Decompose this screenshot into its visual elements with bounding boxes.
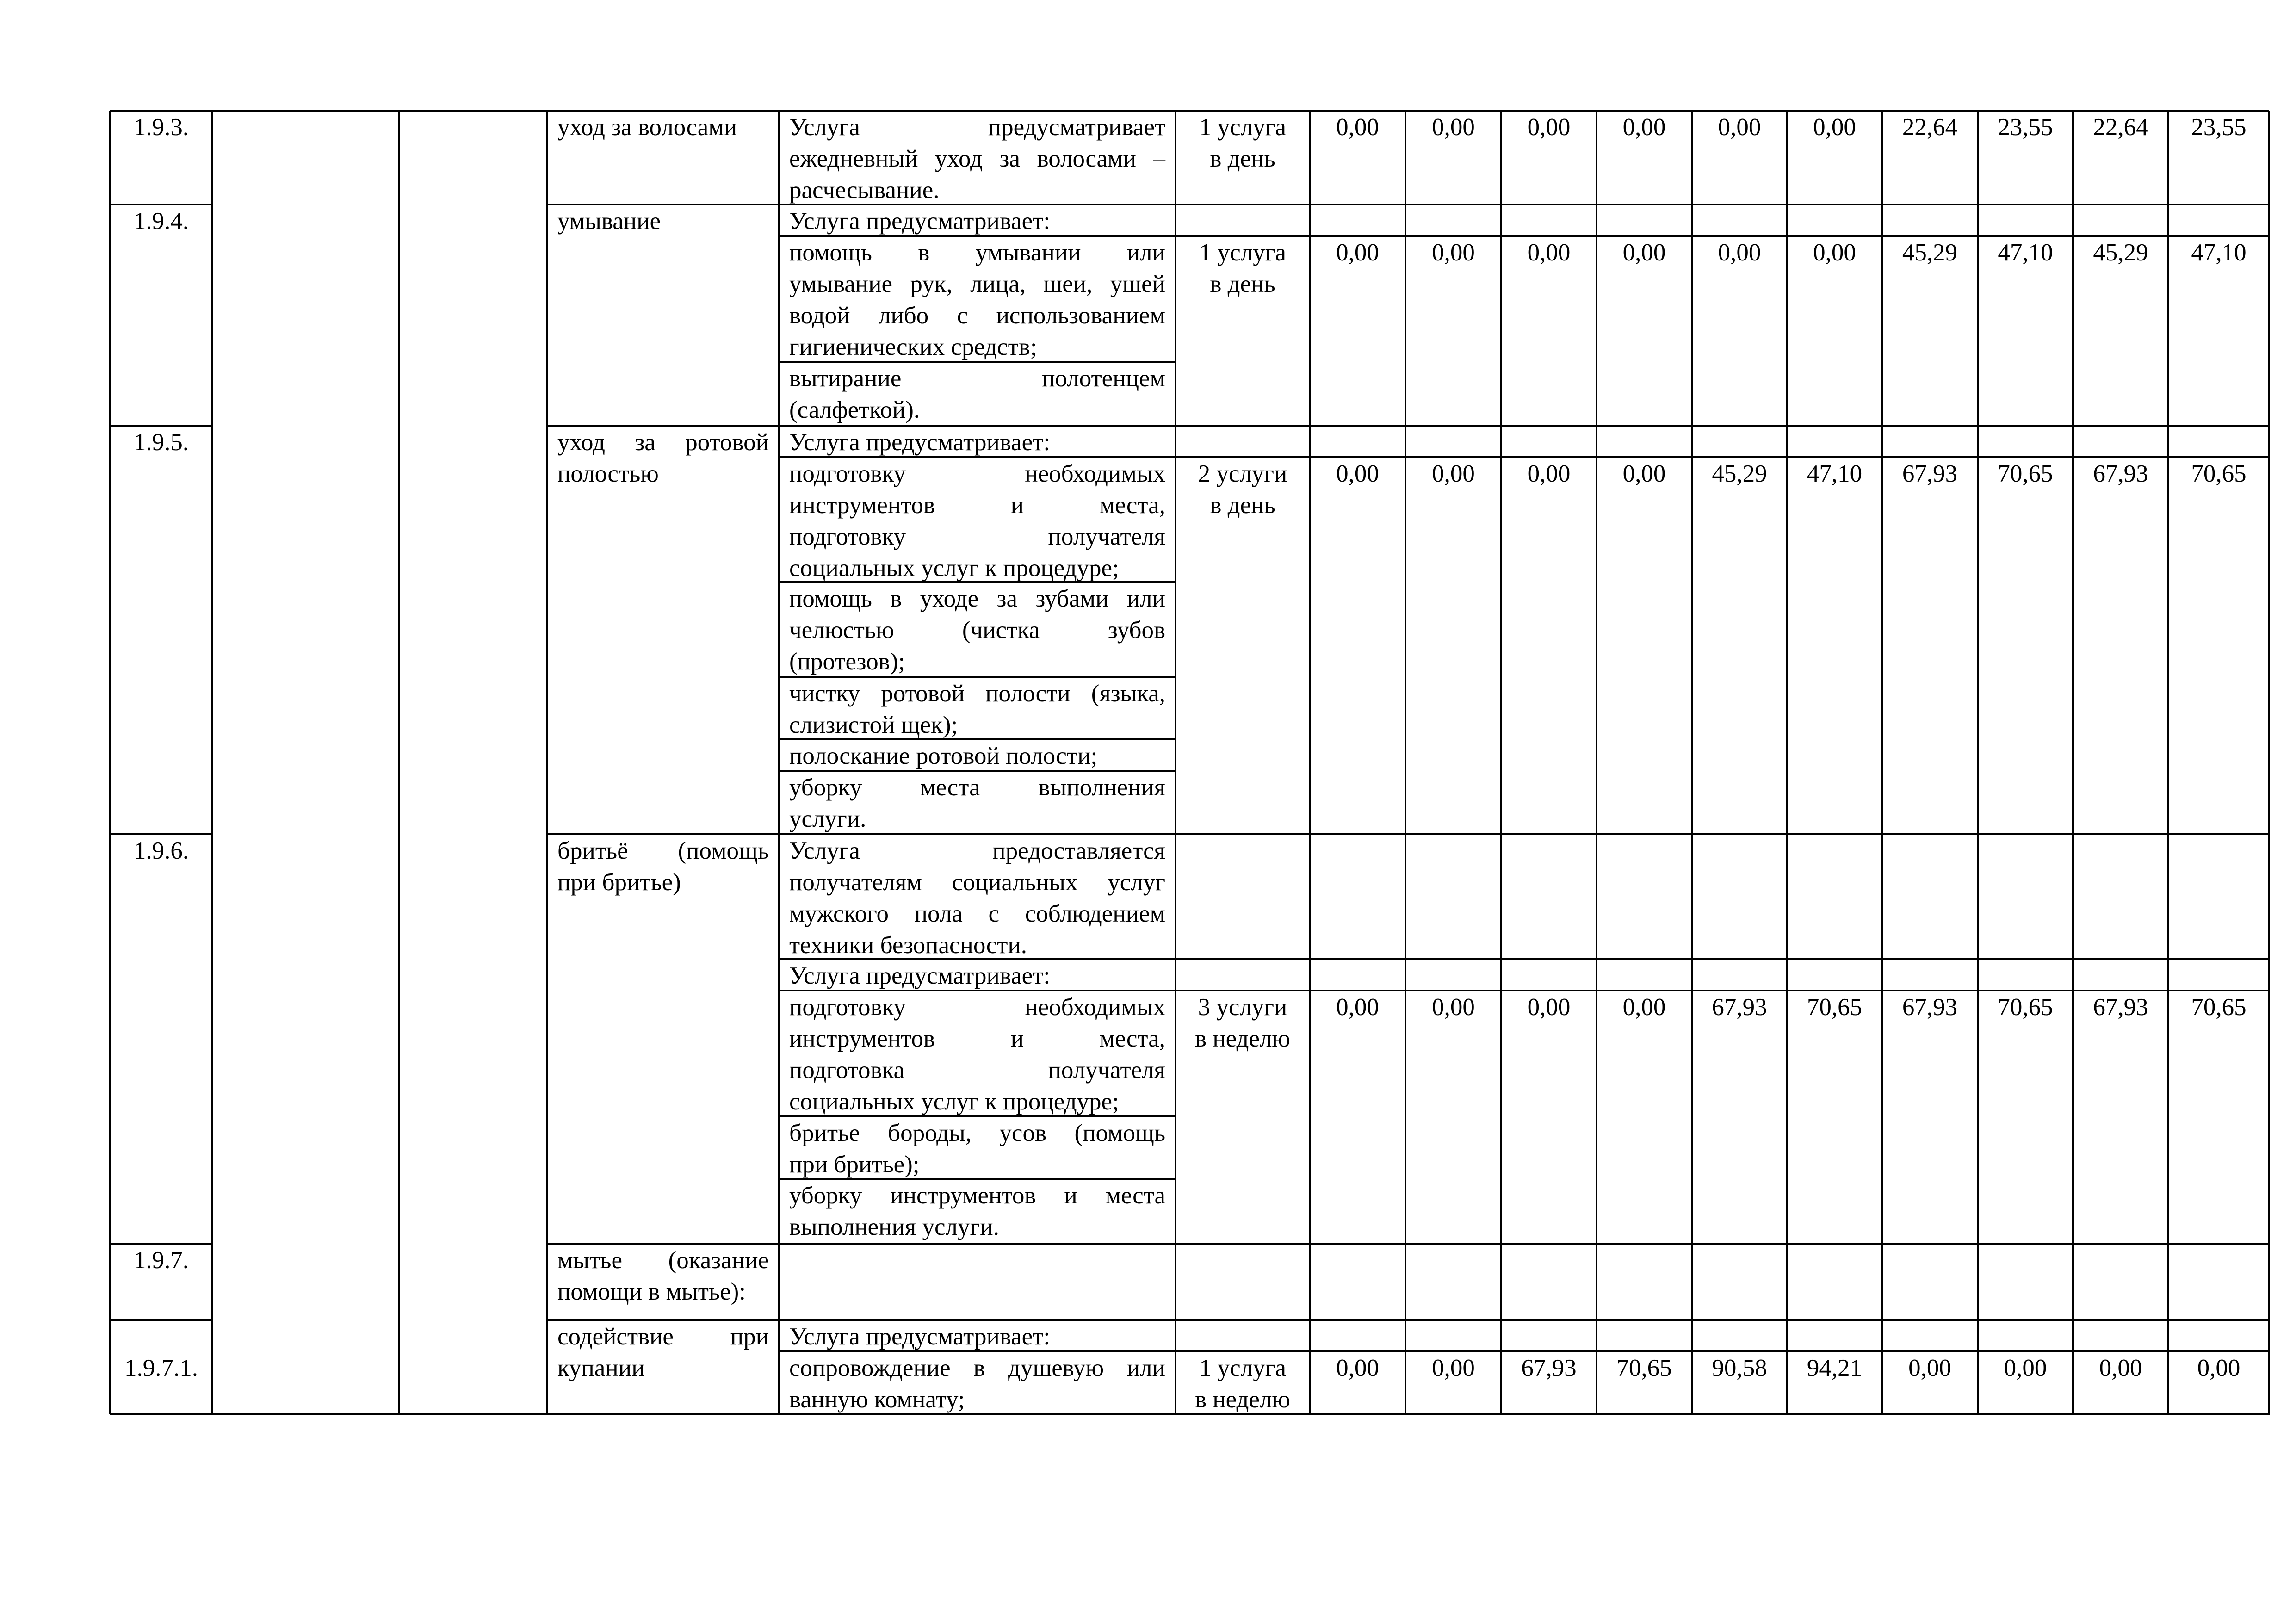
- table-rule-vertical: [1405, 834, 1406, 1244]
- tariff-value: [1787, 112, 1882, 143]
- tariff-value: [1501, 1352, 1597, 1384]
- tariff-value: [2073, 991, 2168, 1023]
- service-description: [779, 1180, 1176, 1243]
- service-frequency-line: в день: [1210, 492, 1275, 519]
- service-frequency: [1176, 237, 1310, 300]
- service-name-line: содействие при: [557, 1323, 769, 1350]
- tariff-value: [1692, 458, 1787, 489]
- service-description-line: сопровождение в душевую или: [789, 1355, 1165, 1381]
- row-number: [110, 205, 212, 237]
- tariff-value-line: 0,00: [1336, 460, 1379, 487]
- service-name: [547, 1245, 779, 1307]
- service-name-line: уход за ротовой: [557, 429, 769, 456]
- tariff-value-line: 0,00: [1622, 994, 1666, 1021]
- service-description-line: (протезов);: [789, 648, 905, 675]
- tariff-value-line: 70,65: [1616, 1355, 1672, 1381]
- tariff-value-line: 45,29: [1902, 239, 1958, 266]
- service-name: [547, 1321, 779, 1384]
- row-number: [110, 427, 212, 458]
- table-rule-vertical: [2167, 834, 2169, 1244]
- service-description-line: помощь в умывании или: [789, 239, 1165, 266]
- service-frequency: [1176, 112, 1310, 174]
- tariff-value-line: 0,00: [1336, 114, 1379, 141]
- service-description: [779, 960, 1176, 991]
- table-rule-vertical: [1881, 1244, 1883, 1320]
- table-rule-vertical: [1500, 834, 1502, 1244]
- service-description-line: умывание рук, лица, шеи, ушей: [789, 271, 1165, 297]
- service-frequency-line: 3 услуги: [1198, 994, 1287, 1021]
- tariff-value-line: 70,65: [2191, 994, 2246, 1021]
- service-description-line: гигиенических средств;: [789, 334, 1037, 360]
- tariff-value-line: 94,21: [1807, 1355, 1863, 1381]
- row-number: [110, 835, 212, 867]
- table-rule-vertical: [1881, 834, 1883, 1244]
- table-rule-vertical: [1691, 834, 1693, 1244]
- service-name: [547, 112, 779, 143]
- tariff-value: [1692, 991, 1787, 1023]
- row-number-line: 1.9.7.: [133, 1247, 189, 1274]
- service-frequency-line: 2 услуги: [1198, 460, 1287, 487]
- service-frequency-line: в день: [1210, 145, 1275, 172]
- service-description-line: Услуга предусматривает:: [789, 1323, 1051, 1350]
- tariff-value-line: 0,00: [1432, 1355, 1475, 1381]
- service-name-line: бритьё (помощь: [557, 837, 769, 864]
- service-description-line: при бритье);: [789, 1151, 920, 1178]
- service-name: [547, 835, 779, 898]
- service-description-line: услуги.: [789, 805, 866, 832]
- service-description-line: полоскание ротовой полости;: [789, 743, 1098, 769]
- tariff-value-line: 67,93: [1902, 994, 1958, 1021]
- service-description-line: слизистой щек);: [789, 712, 958, 738]
- tariff-value: [1405, 458, 1501, 489]
- tariff-value: [1597, 237, 1692, 268]
- service-description: [779, 1321, 1176, 1352]
- service-description-line: инструментов и места,: [789, 492, 1165, 519]
- table-rule-vertical: [2072, 1244, 2074, 1320]
- row-number-line: 1.9.6.: [133, 837, 189, 864]
- service-frequency-line: в неделю: [1195, 1025, 1290, 1052]
- table-rule-vertical: [1596, 834, 1597, 1244]
- service-description-line: уборку места выполнения: [789, 774, 1165, 801]
- service-description: [779, 583, 1176, 677]
- table-rule-vertical: [1309, 1244, 1311, 1320]
- tariff-value: [1597, 1352, 1692, 1384]
- tariff-value-line: 0,00: [1432, 239, 1475, 266]
- tariff-value: [1310, 237, 1405, 268]
- service-name-line: мытье (оказание: [557, 1247, 769, 1274]
- tariff-value-line: 70,65: [2191, 460, 2246, 487]
- tariff-value-line: 47,10: [1807, 460, 1863, 487]
- tariff-value-line: 70,65: [1998, 460, 2053, 487]
- tariff-value: [1692, 1352, 1787, 1384]
- table-rule-vertical: [1500, 1244, 1502, 1320]
- tariff-value-line: 0,00: [1622, 114, 1666, 141]
- tariff-value-line: 0,00: [1336, 1355, 1379, 1381]
- tariff-value-line: 70,65: [1998, 994, 2053, 1021]
- tariff-value: [2168, 237, 2269, 268]
- tariff-value-line: 67,93: [1712, 994, 1767, 1021]
- tariff-value-line: 67,93: [2093, 994, 2148, 1021]
- tariff-value-line: 0,00: [1336, 994, 1379, 1021]
- service-description-line: социальных услуг к процедуре;: [789, 555, 1119, 582]
- tariff-value-line: 23,55: [2191, 114, 2246, 141]
- tariff-value: [1597, 458, 1692, 489]
- service-description-line: челюстью (чистка зубов: [789, 617, 1165, 644]
- table-rule-vertical: [1786, 1244, 1788, 1320]
- table-rule-horizontal: [547, 1243, 2269, 1245]
- table-rule-vertical: [1405, 1244, 1406, 1320]
- service-description-line: подготовку необходимых: [789, 994, 1165, 1021]
- service-description: [779, 678, 1176, 741]
- service-name-line: помощи в мытье):: [557, 1278, 746, 1305]
- tariff-value-line: 0,00: [1718, 114, 1761, 141]
- tariff-value: [1597, 112, 1692, 143]
- tariff-value: [1882, 237, 1978, 268]
- table-rule-vertical: [1977, 1244, 1979, 1320]
- tariff-value-line: 45,29: [2093, 239, 2148, 266]
- tariff-value-line: 70,65: [1807, 994, 1863, 1021]
- tariff-value-line: 22,64: [2093, 114, 2148, 141]
- tariff-value-line: 22,64: [1902, 114, 1958, 141]
- tariff-value-line: 0,00: [1813, 114, 1856, 141]
- tariff-value: [2073, 237, 2168, 268]
- table-rule-vertical: [2072, 834, 2074, 1244]
- tariff-value-line: 0,00: [1527, 994, 1571, 1021]
- service-description-line: получателям социальных услуг: [789, 869, 1165, 896]
- service-frequency: [1176, 1352, 1310, 1415]
- tariff-value: [1978, 237, 2073, 268]
- tariff-value-line: 67,93: [1902, 460, 1958, 487]
- tariff-value: [1310, 1352, 1405, 1384]
- tariff-value: [2168, 112, 2269, 143]
- service-description: [779, 427, 1176, 458]
- row-number: [110, 112, 212, 143]
- tariff-value-line: 0,00: [1432, 994, 1475, 1021]
- tariff-value: [1405, 991, 1501, 1023]
- tariff-value-line: 0,00: [2099, 1355, 2142, 1381]
- tariff-value: [1692, 237, 1787, 268]
- service-frequency-line: 1 услуга: [1199, 239, 1286, 266]
- service-description-line: социальных услуг к процедуре;: [789, 1088, 1119, 1115]
- row-number: [110, 1352, 212, 1384]
- service-frequency-line: 1 услуга: [1199, 1355, 1286, 1381]
- service-description-line: Услуга предусматривает: [789, 114, 1165, 141]
- row-number-line: 1.9.7.1.: [124, 1355, 198, 1381]
- tariff-value: [2073, 1352, 2168, 1384]
- tariff-value: [1978, 112, 2073, 143]
- tariff-value-line: 47,10: [1998, 239, 2053, 266]
- table-rule-vertical: [211, 111, 213, 1414]
- tariff-value-line: 0,00: [2004, 1355, 2047, 1381]
- table-rule-vertical: [1977, 834, 1979, 1244]
- tariff-value-line: 23,55: [1998, 114, 2053, 141]
- tariff-value: [1501, 458, 1597, 489]
- tariff-value: [2168, 1352, 2269, 1384]
- tariff-value-line: 0,00: [1336, 239, 1379, 266]
- service-description: [779, 740, 1176, 772]
- service-description-line: инструментов и места,: [789, 1025, 1165, 1052]
- tariff-value: [1882, 1352, 1978, 1384]
- service-description: [779, 237, 1176, 363]
- tariff-value: [1978, 1352, 2073, 1384]
- tariff-value-line: 0,00: [1527, 114, 1571, 141]
- tariff-value: [1501, 991, 1597, 1023]
- tariff-value-line: 0,00: [1432, 114, 1475, 141]
- tariff-value-line: 0,00: [1813, 239, 1856, 266]
- row-number-line: 1.9.3.: [133, 114, 189, 141]
- row-number-line: 1.9.5.: [133, 429, 189, 456]
- tariff-value: [1978, 991, 2073, 1023]
- tariff-value: [1882, 991, 1978, 1023]
- service-description-line: помощь в уходе за зубами или: [789, 585, 1165, 612]
- row-number-line: 1.9.4.: [133, 208, 189, 235]
- table-rule-horizontal: [110, 1319, 212, 1321]
- service-description-line: Услуга предусматривает:: [789, 962, 1051, 989]
- tariff-value: [1405, 112, 1501, 143]
- service-description-line: техники безопасности.: [789, 932, 1027, 959]
- service-frequency-line: 1 услуга: [1199, 114, 1286, 141]
- tariff-value: [1787, 237, 1882, 268]
- table-rule-vertical: [1175, 1244, 1176, 1320]
- service-description-line: ежедневный уход за волосами –: [789, 145, 1165, 172]
- service-description: [779, 363, 1176, 426]
- table-rule-vertical: [109, 111, 111, 1414]
- service-name-line: умывание: [557, 208, 661, 235]
- service-name-line: уход за волосами: [557, 114, 737, 141]
- service-description: [779, 1352, 1176, 1415]
- tariff-value-line: 0,00: [1718, 239, 1761, 266]
- tariff-value: [1882, 458, 1978, 489]
- service-description-line: Услуга предоставляется: [789, 837, 1165, 864]
- service-name-line: при бритье): [557, 869, 681, 896]
- service-description-line: водой либо с использованием: [789, 302, 1165, 329]
- service-description-line: уборку инструментов и места: [789, 1182, 1165, 1209]
- tariff-value-line: 0,00: [2197, 1355, 2240, 1381]
- service-description-line: чистку ротовой полости (языка,: [789, 680, 1165, 707]
- tariff-value: [1787, 1352, 1882, 1384]
- tariff-value-line: 45,29: [1712, 460, 1767, 487]
- tariff-value: [1501, 112, 1597, 143]
- service-description: [779, 205, 1176, 237]
- tariff-value: [1405, 237, 1501, 268]
- table-rule-vertical: [2268, 111, 2270, 1414]
- service-description-line: (салфеткой).: [789, 396, 920, 423]
- table-rule-vertical: [2167, 1244, 2169, 1320]
- tariff-value-line: 67,93: [2093, 460, 2148, 487]
- tariff-value: [1978, 458, 2073, 489]
- tariff-value-line: 47,10: [2191, 239, 2246, 266]
- tariff-value: [2168, 458, 2269, 489]
- table-rule-vertical: [1786, 834, 1788, 1244]
- tariff-value: [1310, 991, 1405, 1023]
- service-description: [779, 458, 1176, 584]
- tariff-value: [1310, 112, 1405, 143]
- service-description-line: подготовку необходимых: [789, 460, 1165, 487]
- service-frequency: [1176, 991, 1310, 1054]
- table-rule-vertical: [546, 111, 548, 1414]
- service-description-line: расчесывание.: [789, 177, 940, 204]
- service-frequency-line: в неделю: [1195, 1386, 1290, 1413]
- tariff-value-line: 90,58: [1712, 1355, 1767, 1381]
- table-rule-vertical: [398, 111, 400, 1414]
- service-name-line: купании: [557, 1355, 645, 1381]
- row-number: [110, 1245, 212, 1276]
- service-description: [779, 835, 1176, 961]
- tariff-value-line: 67,93: [1521, 1355, 1577, 1381]
- service-description-line: Услуга предусматривает:: [789, 429, 1051, 456]
- service-description: [779, 772, 1176, 835]
- service-name: [547, 427, 779, 489]
- tariff-value: [1692, 112, 1787, 143]
- service-description: [779, 991, 1176, 1117]
- table-rule-vertical: [1596, 1244, 1597, 1320]
- tariff-value: [1882, 112, 1978, 143]
- service-description-line: вытирание полотенцем: [789, 365, 1165, 392]
- tariff-value: [1597, 991, 1692, 1023]
- tariff-value: [1501, 237, 1597, 268]
- service-description: [779, 1117, 1176, 1180]
- table-rule-vertical: [1691, 1244, 1693, 1320]
- service-description-line: бритье бороды, усов (помощь: [789, 1120, 1165, 1146]
- tariff-value-line: 0,00: [1527, 239, 1571, 266]
- tariff-value-line: 0,00: [1527, 460, 1571, 487]
- tariff-value-line: 0,00: [1908, 1355, 1951, 1381]
- tariff-value: [1310, 458, 1405, 489]
- service-description-line: ванную комнату;: [789, 1386, 965, 1413]
- tariff-value-line: 0,00: [1622, 239, 1666, 266]
- tariff-value: [2168, 991, 2269, 1023]
- service-description-line: мужского пола с соблюдением: [789, 900, 1165, 927]
- service-description-line: выполнения услуги.: [789, 1214, 999, 1240]
- service-description-line: подготовку получателя: [789, 523, 1165, 550]
- tariff-value: [2073, 112, 2168, 143]
- service-frequency: [1176, 458, 1310, 521]
- service-frequency-line: в день: [1210, 271, 1275, 297]
- service-name: [547, 205, 779, 237]
- tariff-value: [1405, 1352, 1501, 1384]
- service-description: [779, 112, 1176, 206]
- service-description-line: Услуга предусматривает:: [789, 208, 1051, 235]
- service-description-line: подготовка получателя: [789, 1057, 1165, 1084]
- tariff-value: [1787, 991, 1882, 1023]
- service-name-line: полостью: [557, 460, 659, 487]
- tariff-value-line: 0,00: [1432, 460, 1475, 487]
- tariff-value: [2073, 458, 2168, 489]
- tariff-value: [1787, 458, 1882, 489]
- tariff-value-line: 0,00: [1622, 460, 1666, 487]
